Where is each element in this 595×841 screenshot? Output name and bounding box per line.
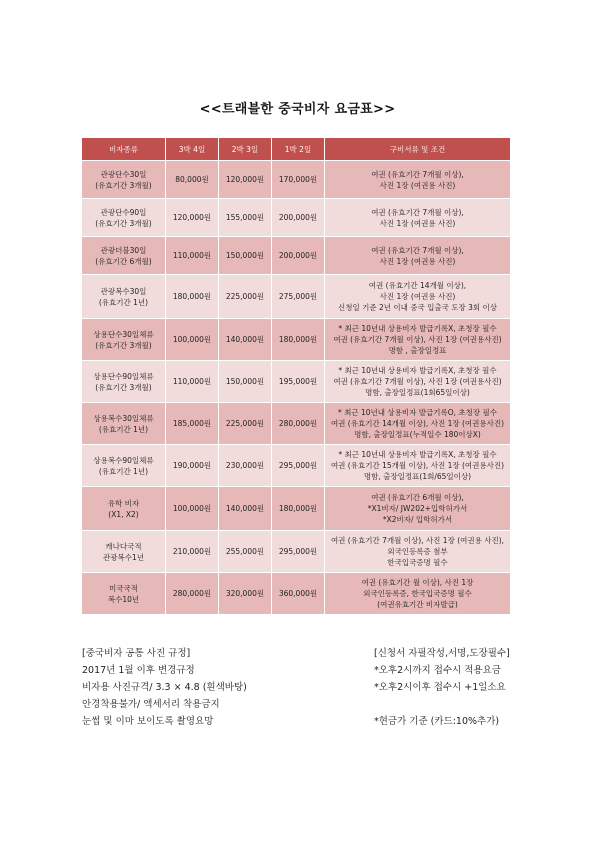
note-line: *오후2시까지 접수시 적용요금	[374, 665, 501, 676]
visa-type-cell-line: 상용복수90일체류	[93, 455, 154, 465]
table-row	[82, 199, 511, 237]
visa-type-cell-line: 관광단수90일	[100, 207, 147, 217]
requirements-cell-line: 여권 (유효기간 14개월 이상), 사진 1장 (여권용사진)	[330, 419, 505, 428]
header-2days: 1박 2일	[272, 138, 325, 161]
price-2days-cell: 295,000원	[272, 445, 325, 487]
requirements-cell	[325, 573, 511, 615]
requirements-cell-line: 여권 (유효기간 14개월 이상),	[368, 281, 467, 290]
note-line: 비자용 사진규격/ 3.3 × 4.8 (흰색바탕)	[82, 682, 247, 693]
requirements-cell-line: 여권 (유효기간 7개월 이상), 사진 1장 (여권용 사진),	[330, 536, 505, 545]
visa-fee-table	[81, 137, 511, 615]
price-2days-cell: 195,000원	[272, 361, 325, 403]
requirements-cell-line: * 최근 10년내 상용비자 발급기록X, 초청장 필수	[338, 324, 497, 333]
price-2days-cell: 200,000원	[272, 237, 325, 275]
visa-type-cell	[82, 199, 166, 237]
requirements-cell-line: 사진 1장 (여권용 사진)	[379, 180, 456, 190]
visa-type-cell-line: 상용단수30일체류	[93, 329, 154, 339]
visa-type-cell-line: (X1, X2)	[108, 509, 139, 519]
price-4days-cell: 120,000원	[166, 199, 219, 237]
price-2days-cell: 295,000원	[272, 531, 325, 573]
table-row	[82, 487, 511, 531]
requirements-cell-line: 여권 (유효기간 7개월 이상),	[371, 169, 464, 179]
visa-type-cell-line: 관광복수30일	[100, 286, 147, 296]
visa-type-cell-line: 미국국적	[109, 583, 138, 593]
page-title: <<트래블한 중국비자 요금표>>	[199, 102, 396, 117]
visa-type-cell	[82, 161, 166, 199]
price-4days-cell: 80,000원	[166, 161, 219, 199]
requirements-cell-line: 여권 (유효기간 월 이상), 사진 1장	[361, 578, 474, 587]
visa-type-cell	[82, 403, 166, 445]
table-row	[82, 161, 511, 199]
table-row	[82, 445, 511, 487]
requirements-cell-line: 사진 1장 (여권용 사진)	[379, 256, 456, 266]
header-4days: 3박 4일	[166, 138, 219, 161]
price-3days-cell: 150,000원	[219, 237, 272, 275]
table-row	[82, 531, 511, 573]
requirements-cell	[325, 199, 511, 237]
note-line	[374, 696, 510, 713]
price-3days-cell: 140,000원	[219, 487, 272, 531]
note-line: *현금가 기준 (카드:10%추가)	[374, 716, 500, 727]
price-4days-cell: 210,000원	[166, 531, 219, 573]
requirements-cell-line: 여권 (유효기간 7개월 이상), 사진 1장 (여권용사진)	[333, 377, 502, 386]
requirements-cell-line: 외국인등록증, 한국입국증명 필수	[363, 589, 472, 598]
visa-type-cell-line: (유효기간 3개월)	[95, 382, 152, 392]
photo-rules-notes	[82, 645, 247, 730]
price-3days-cell: 120,000원	[219, 161, 272, 199]
note-line: *오후2시이후 접수시 +1일소요	[374, 682, 506, 693]
note-line: [중국비자 공통 사진 규정]	[82, 648, 191, 659]
table-row	[82, 403, 511, 445]
table-row	[82, 573, 511, 615]
requirements-cell-line: 여권 (유효기간 15개월 이상), 사진 1장 (여권용사진)	[330, 461, 505, 470]
requirements-cell-line: 여권 (유효기간 7개월 이상), 사진 1장 (여권용사진)	[333, 335, 502, 344]
price-3days-cell: 155,000원	[219, 199, 272, 237]
requirements-cell	[325, 319, 511, 361]
visa-type-cell-line: (유효기간 1년)	[98, 297, 149, 307]
requirements-cell-line: 사진 1장 (여권용 사진)	[379, 292, 456, 301]
requirements-cell-line: 사진 1장 (여권용 사진)	[379, 218, 456, 228]
table-row	[82, 319, 511, 361]
requirements-cell-line: *X2비자/ 입학허가서	[382, 515, 453, 524]
requirements-cell-line: 한국입국증명 필수	[387, 558, 448, 567]
header-visa-type: 비자종류	[82, 138, 166, 161]
price-4days-cell: 180,000원	[166, 275, 219, 319]
table-row	[82, 237, 511, 275]
price-4days-cell: 185,000원	[166, 403, 219, 445]
visa-type-cell	[82, 531, 166, 573]
visa-type-cell-line: 캐나다국적	[105, 541, 142, 551]
visa-type-cell-line: 상용단수90일체류	[93, 371, 154, 381]
visa-type-cell	[82, 487, 166, 531]
requirements-cell-line: 외국인등록증 첨부	[387, 547, 448, 556]
requirements-cell-line: * 최근 10년내 상용비자 발급기록X, 초청장 필수	[338, 450, 497, 459]
price-2days-cell: 360,000원	[272, 573, 325, 615]
price-4days-cell: 110,000원	[166, 361, 219, 403]
visa-type-cell-line: (유효기간 6개월)	[95, 256, 152, 266]
visa-type-cell-line: (유효기간 3개월)	[95, 340, 152, 350]
requirements-cell-line: 여권 (유효기간 7개월 이상),	[371, 207, 464, 217]
requirements-cell-line: 여권 (유효기간 7개월 이상),	[371, 245, 464, 255]
price-2days-cell: 180,000원	[272, 487, 325, 531]
price-3days-cell: 230,000원	[219, 445, 272, 487]
visa-type-cell	[82, 361, 166, 403]
requirements-cell-line: * 최근 10년내 상용비자 발급기록X, 초청장 필수	[338, 366, 497, 375]
requirements-cell-line: 명함 , 출장일정표	[388, 346, 447, 355]
requirements-cell-line: 여권 (유효기간 6개월 이상),	[371, 493, 464, 502]
price-4days-cell: 100,000원	[166, 487, 219, 531]
requirements-cell-line: 명함, 출장일정표(누적일수 180이상X)	[354, 430, 481, 439]
note-line: 눈썹 및 이마 보이도록 촬영요망	[82, 716, 214, 727]
requirements-cell	[325, 161, 511, 199]
price-2days-cell: 275,000원	[272, 275, 325, 319]
requirements-cell	[325, 361, 511, 403]
visa-type-cell-line: 상용복수30일체류	[93, 413, 154, 423]
requirements-cell	[325, 237, 511, 275]
visa-type-cell-line: (유효기간 1년)	[98, 466, 149, 476]
table-row	[82, 361, 511, 403]
requirements-cell-line: 명함, 출장일정표(1회/65일이상)	[363, 472, 472, 481]
note-line: 2017년 1월 이후 변경규정	[82, 665, 195, 676]
price-3days-cell: 140,000원	[219, 319, 272, 361]
price-4days-cell: 100,000원	[166, 319, 219, 361]
requirements-cell	[325, 403, 511, 445]
price-3days-cell: 150,000원	[219, 361, 272, 403]
table-row	[82, 275, 511, 319]
visa-type-cell-line: 관광더블30일	[100, 245, 147, 255]
requirements-cell-line: * 최근 10년내 상용비자 발급기록O, 초청장 필수	[337, 408, 498, 417]
note-line: [신청서 자필작성,서명,도장필수]	[374, 648, 510, 659]
requirements-cell	[325, 531, 511, 573]
visa-type-cell	[82, 275, 166, 319]
requirements-cell-line: (여권유효기간 비자발급)	[377, 600, 458, 609]
price-3days-cell: 225,000원	[219, 403, 272, 445]
visa-type-cell-line: 유학 비자	[107, 498, 140, 508]
visa-type-cell	[82, 573, 166, 615]
visa-type-cell-line: 관광복수1년	[103, 552, 144, 562]
visa-type-cell	[82, 237, 166, 275]
visa-type-cell-line: (유효기간 1년)	[98, 424, 149, 434]
visa-type-cell-line: (유효기간 3개월)	[95, 218, 152, 228]
price-3days-cell: 320,000원	[219, 573, 272, 615]
note-line: 안경착용불가/ 액세서리 착용금지	[82, 699, 220, 710]
requirements-cell	[325, 445, 511, 487]
requirements-cell	[325, 275, 511, 319]
header-3days: 2박 3일	[219, 138, 272, 161]
application-notes	[374, 645, 510, 730]
price-2days-cell: 180,000원	[272, 319, 325, 361]
price-2days-cell: 280,000원	[272, 403, 325, 445]
requirements-cell-line: 명함, 출장일정표(1회65일이상)	[365, 388, 470, 397]
price-3days-cell: 225,000원	[219, 275, 272, 319]
price-2days-cell: 200,000원	[272, 199, 325, 237]
requirements-cell	[325, 487, 511, 531]
price-4days-cell: 110,000원	[166, 237, 219, 275]
visa-type-cell-line: 복수10년	[107, 594, 140, 604]
price-2days-cell: 170,000원	[272, 161, 325, 199]
visa-type-cell-line: 관광단수30일	[100, 169, 147, 179]
header-requirements: 구비서류 및 조건	[325, 138, 511, 161]
price-4days-cell: 280,000원	[166, 573, 219, 615]
visa-type-cell-line: (유효기간 3개월)	[95, 180, 152, 190]
price-4days-cell: 190,000원	[166, 445, 219, 487]
requirements-cell-line: 신청일 기준 2년 이내 중국 입출국 도장 3회 이상	[337, 303, 498, 312]
table-header-row	[82, 138, 511, 161]
requirements-cell-line: *X1비자/ JW202+입학허가서	[367, 504, 468, 513]
visa-type-cell	[82, 445, 166, 487]
visa-type-cell	[82, 319, 166, 361]
price-3days-cell: 255,000원	[219, 531, 272, 573]
